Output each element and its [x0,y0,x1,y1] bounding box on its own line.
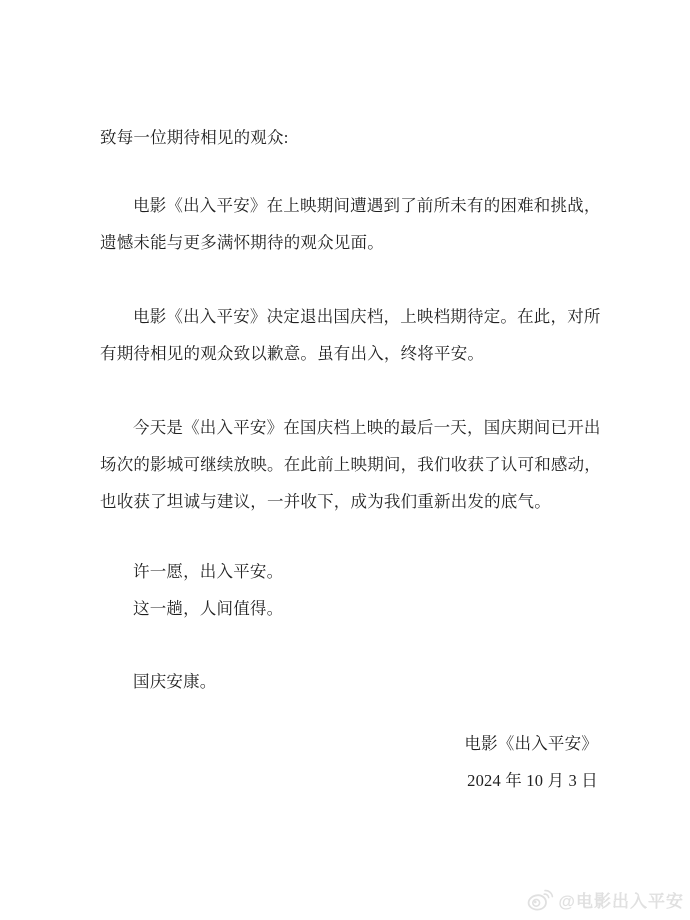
paragraph-line: 今天是《出入平安》在国庆档上映的最后一天，国庆期间已开出 [133,418,601,437]
signature: 电影《出入平安》 [464,734,598,753]
paragraph [100,663,608,700]
date: 2024 年 10 月 3 日 [467,771,598,790]
paragraph-line: 遗憾未能与更多满怀期待的观众见面。 [100,233,384,252]
signature-block [100,725,598,799]
paragraph [100,298,608,372]
paragraph-line: 场次的影城可继续放映。在此前上映期间，我们收获了认可和感动， [100,455,601,474]
paragraph-line: 这一趟，人间值得。 [133,599,284,618]
watermark-handle: @电影出入平安 [558,892,684,911]
paragraph-line: 也收获了坦诚与建议，一并收下，成为我们重新出发的底气。 [100,492,551,511]
paragraph-line: 有期待相见的观众致以歉意。虽有出入，终将平安。 [100,344,485,363]
paragraph-line: 许一愿，出入平安。 [133,562,284,581]
paragraph [100,187,608,261]
paragraph-line: 电影《出入平安》决定退出国庆档，上映档期待定。在此，对所 [133,307,601,326]
weibo-watermark [526,887,684,912]
weibo-icon [526,888,554,912]
paragraph-line: 国庆安康。 [133,672,217,691]
salutation: 致每一位期待相见的观众: [100,128,289,147]
paragraph [100,553,608,627]
paragraph-line: 电影《出入平安》在上映期间遭遇到了前所未有的困难和挑战， [133,196,601,215]
paragraph [100,409,608,520]
